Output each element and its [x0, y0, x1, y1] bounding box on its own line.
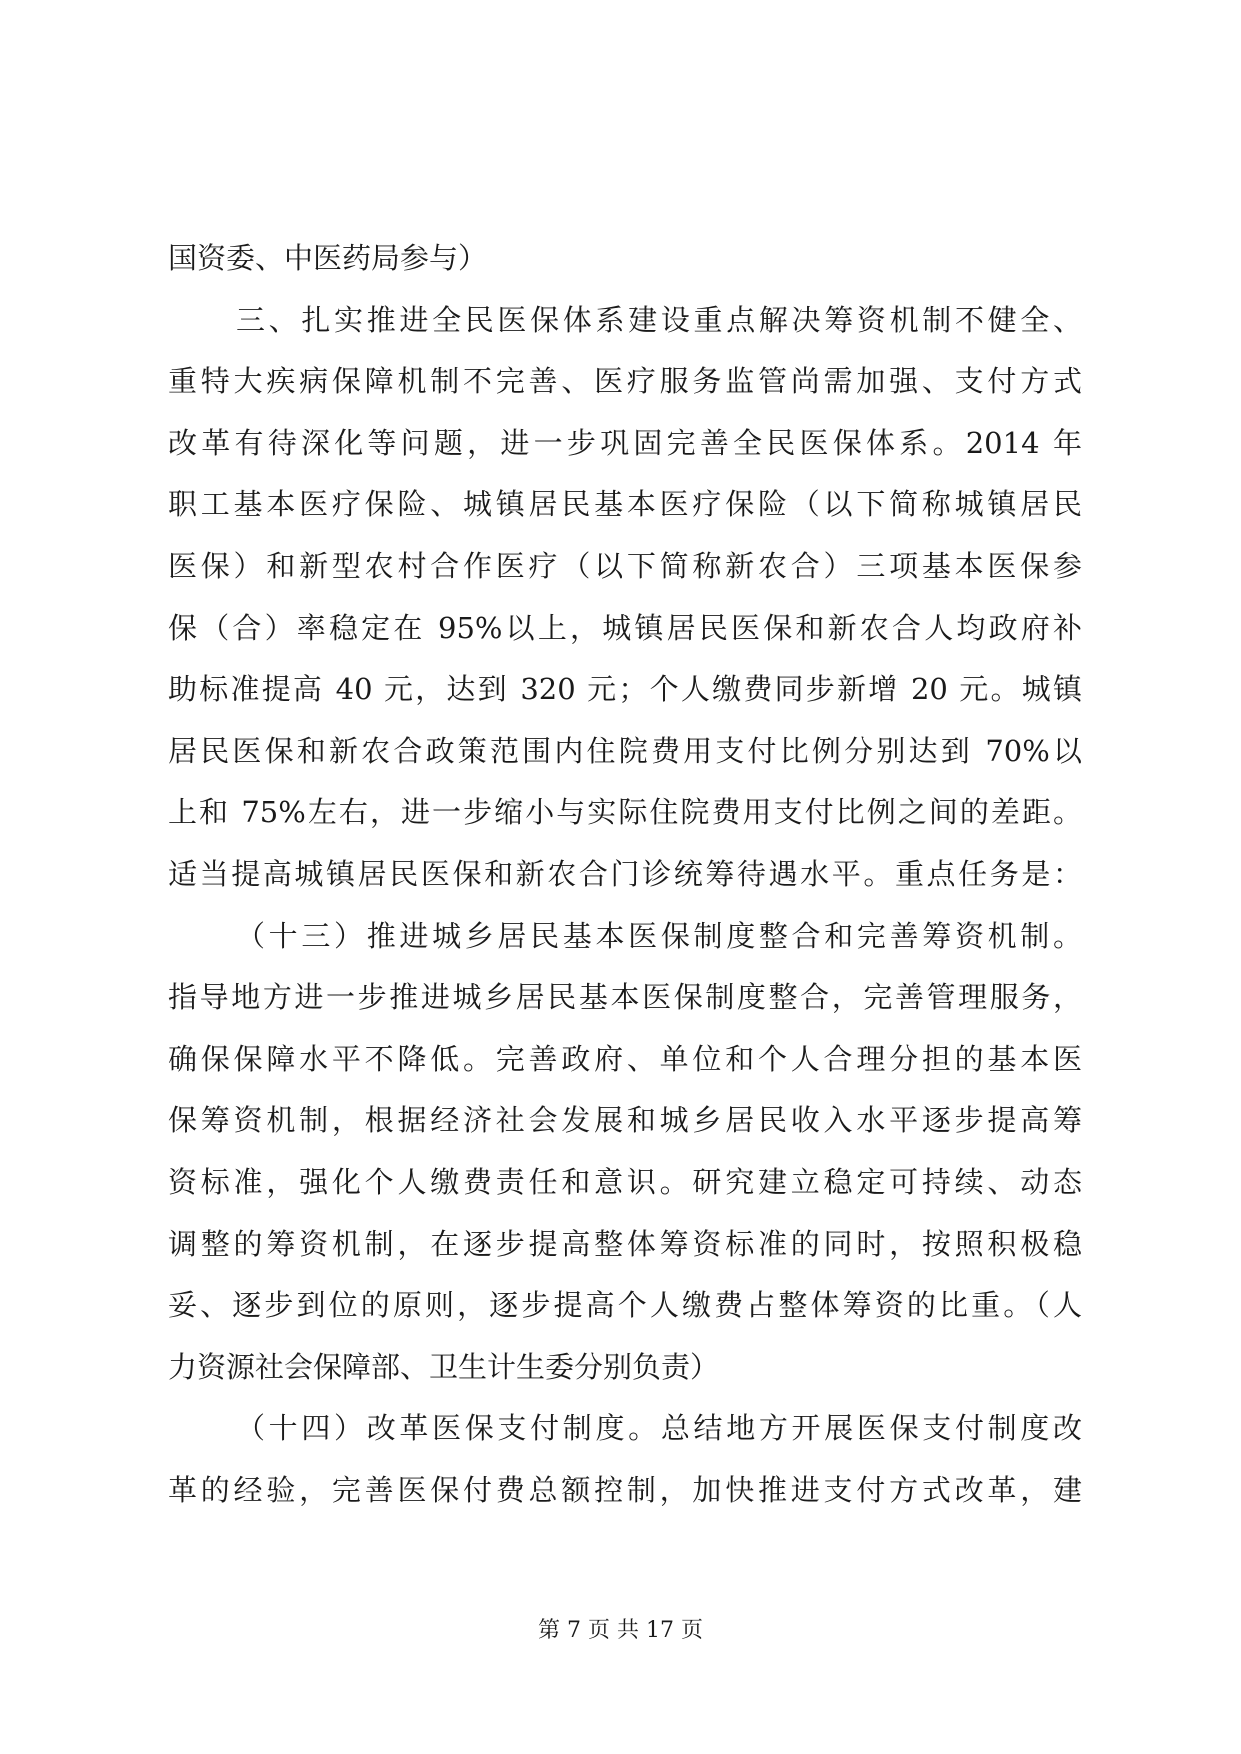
text-line: 居民医保和新农合政策范围内住院费用支付比例分别达到 70%以 [168, 733, 1082, 768]
text-line: 改革有待深化等问题，进一步巩固完善全民医保体系。2014 年 [168, 425, 1082, 460]
page-number-footer: 第 7 页 共 17 页 [538, 1618, 703, 1643]
text-line: 确保保障水平不降低。完善政府、单位和个人合理分担的基本医 [168, 1041, 1082, 1076]
text-line: 保（合）率稳定在 95%以上，城镇居民医保和新农合人均政府补 [168, 610, 1082, 645]
text-line: 力资源社会保障部、卫生计生委分别负责） [168, 1349, 720, 1384]
text-line: 调整的筹资机制，在逐步提高整体筹资标准的同时，按照积极稳 [168, 1226, 1082, 1261]
text-line: 保筹资机制，根据经济社会发展和城乡居民收入水平逐步提高筹 [168, 1103, 1082, 1138]
text-line: 适当提高城镇居民医保和新农合门诊统筹待遇水平。重点任务是： [168, 856, 1082, 891]
text-line: 上和 75%左右，进一步缩小与实际住院费用支付比例之间的差距。 [168, 795, 1082, 830]
text-line: 革的经验，完善医保付费总额控制，加快推进支付方式改革，建 [168, 1472, 1082, 1507]
text-line: 重特大疾病保障机制不完善、医疗服务监管尚需加强、支付方式 [168, 364, 1082, 399]
text-line: （十四）改革医保支付制度。总结地方开展医保支付制度改 [236, 1411, 1082, 1446]
text-line: 国资委、中医药局参与） [168, 241, 488, 275]
text-line: 资标准，强化个人缴费责任和意识。研究建立稳定可持续、动态 [168, 1164, 1082, 1199]
text-line: （十三）推进城乡居民基本医保制度整合和完善筹资机制。 [236, 918, 1082, 953]
text-line: 职工基本医疗保险、城镇居民基本医疗保险（以下简称城镇居民 [168, 487, 1082, 522]
text-line: 指导地方进一步推进城乡居民基本医保制度整合，完善管理服务， [168, 980, 1082, 1015]
text-line: 助标准提高 40 元，达到 320 元；个人缴费同步新增 20 元。城镇 [168, 672, 1082, 707]
text-line: 三、扎实推进全民医保体系建设重点解决筹资机制不健全、 [236, 302, 1082, 337]
text-line: 医保）和新型农村合作医疗（以下简称新农合）三项基本医保参 [168, 548, 1082, 583]
text-line: 妥、逐步到位的原则，逐步提高个人缴费占整体筹资的比重。（人 [168, 1288, 1082, 1323]
body-text [168, 228, 1082, 1521]
